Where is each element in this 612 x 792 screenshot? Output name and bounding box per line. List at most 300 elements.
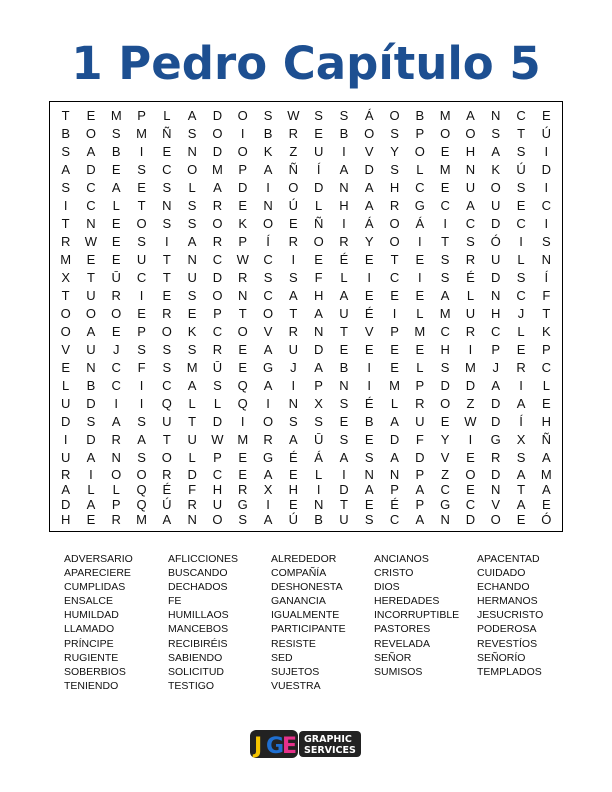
grid-cell: B (415, 107, 425, 123)
grid-cell: V (491, 496, 501, 512)
grid-cell: M (540, 466, 552, 482)
grid-cell: S (162, 215, 172, 231)
grid-cell: J (517, 306, 525, 322)
grid-cell: C (111, 360, 121, 376)
word-list-item: VUESTRA (271, 679, 321, 692)
grid-cell: M (186, 360, 198, 376)
jge-graphic-services-logo (249, 727, 363, 761)
grid-cell: É (364, 306, 374, 322)
word-list-item: SED (271, 651, 293, 664)
grid-cell: I (266, 179, 270, 195)
grid-cell: O (465, 466, 476, 482)
grid-cell: E (86, 251, 96, 267)
grid-cell: P (137, 107, 146, 123)
grid-cell: R (60, 466, 71, 482)
grid-cell: A (162, 511, 172, 527)
grid-cell: P (415, 466, 425, 482)
grid-cell: I (139, 288, 144, 304)
grid-cell: Í (266, 233, 270, 249)
grid-cell: U (465, 179, 476, 195)
grid-cell: I (468, 432, 473, 448)
grid-cell: E (86, 107, 96, 123)
grid-cell: I (89, 466, 93, 482)
grid-cell: A (187, 107, 197, 123)
grid-cell: Ú (162, 496, 172, 512)
grid-cell: C (465, 215, 476, 231)
grid-cell: S (440, 360, 450, 376)
grid-cell: D (440, 378, 450, 394)
grid-cell: A (440, 288, 450, 304)
grid-cell: M (389, 378, 400, 394)
grid-cell: S (187, 125, 197, 141)
grid-cell: V (61, 342, 70, 358)
grid-cell: K (187, 324, 197, 340)
grid-cell: Á (364, 107, 374, 123)
grid-cell: I (392, 306, 397, 322)
grid-cell: A (339, 450, 349, 466)
grid-cell: E (364, 432, 374, 448)
grid-cell: D (465, 378, 476, 394)
grid-cell: A (289, 432, 298, 448)
word-list-item: CUMPLIDAS (64, 581, 126, 594)
grid-cell: E (111, 215, 121, 231)
word-list-item: TESTIGO (168, 679, 215, 692)
grid-cell: L (188, 396, 196, 412)
logo-services-text: SERVICES (304, 745, 356, 756)
grid-cell: O (161, 450, 172, 466)
grid-cell: P (238, 161, 248, 177)
grid-cell: A (339, 161, 349, 177)
grid-cell: P (111, 496, 121, 512)
grid-cell: C (86, 197, 96, 213)
grid-cell: B (364, 414, 374, 430)
grid-cell: R (111, 288, 121, 304)
grid-cell: L (416, 306, 424, 322)
grid-cell: E (440, 414, 450, 430)
grid-cell: S (364, 450, 374, 466)
grid-cell: S (137, 414, 146, 430)
grid-cell: E (162, 288, 172, 304)
word-list-item (374, 679, 477, 693)
word-list-item: MANCEBOS (168, 623, 229, 636)
grid-cell: G (262, 360, 274, 376)
grid-cell: F (314, 269, 323, 285)
grid-cell: M (439, 107, 451, 123)
grid-cell: E (111, 324, 121, 340)
grid-cell: H (339, 197, 349, 213)
grid-cell: S (390, 161, 399, 177)
grid-cell: I (544, 179, 549, 195)
grid-cell: S (390, 125, 399, 141)
grid-cell: T (137, 197, 146, 213)
grid-cell: O (161, 324, 172, 340)
grid-cell: E (339, 342, 349, 358)
grid-cell: E (187, 306, 197, 322)
grid-cell: C (440, 324, 450, 340)
grid-cell: S (289, 269, 298, 285)
grid-cell: E (440, 143, 450, 159)
grid-cell: B (61, 125, 70, 141)
grid-cell: E (364, 288, 374, 304)
grid-cell: D (491, 414, 501, 430)
grid-cell: O (85, 125, 96, 141)
grid-cell: M (60, 251, 72, 267)
grid-cell: T (339, 496, 348, 512)
grid-cell: Ñ (162, 125, 172, 141)
word-list-item: RESISTE (271, 637, 316, 650)
grid-cell: E (314, 125, 323, 141)
grid-cell: P (415, 496, 425, 512)
grid-cell: D (313, 179, 324, 195)
grid-cell: U (86, 288, 96, 304)
grid-cell: O (364, 125, 375, 141)
grid-cell: N (389, 466, 400, 482)
grid-cell: Y (390, 143, 399, 159)
grid-cell: N (465, 161, 476, 177)
grid-cell: O (237, 107, 248, 123)
grid-cell: M (439, 161, 451, 177)
grid-cell: C (263, 288, 273, 304)
grid-cell: É (364, 396, 374, 412)
grid-cell: R (238, 481, 248, 497)
grid-cell: X (314, 396, 323, 412)
grid-cell: R (212, 197, 223, 213)
grid-cell: A (263, 511, 273, 527)
grid-cell: E (466, 481, 475, 497)
grid-cell: P (390, 481, 399, 497)
grid-cell: C (516, 107, 526, 123)
grid-cell: H (288, 481, 299, 497)
word-list-item: INCORRUPTIBLE (374, 609, 460, 622)
grid-cell: E (111, 233, 121, 249)
grid-cell: A (364, 197, 374, 213)
grid-cell: S (516, 269, 526, 285)
grid-cell: C (491, 324, 501, 340)
grid-cell: I (114, 396, 119, 412)
grid-cell: I (544, 215, 549, 231)
grid-cell: A (314, 360, 323, 376)
grid-cell: P (213, 450, 222, 466)
word-list-item: DESHONESTA (271, 581, 343, 594)
grid-cell: E (415, 342, 425, 358)
grid-cell: E (516, 511, 526, 527)
grid-cell: S (516, 450, 526, 466)
grid-cell: V (364, 143, 374, 159)
grid-cell: M (136, 511, 147, 527)
grid-cell: E (516, 342, 526, 358)
grid-cell: N (339, 179, 349, 195)
grid-cell: B (314, 511, 323, 527)
grid-cell: É (162, 481, 172, 497)
grid-cell: S (263, 269, 273, 285)
grid-cell: E (137, 306, 146, 322)
grid-cell: O (212, 511, 223, 527)
grid-cell: S (137, 161, 146, 177)
grid-cell: C (111, 378, 121, 394)
grid-cell: O (465, 125, 476, 141)
grid-cell: W (84, 233, 98, 249)
grid-cell: N (86, 360, 96, 376)
grid-cell: I (240, 125, 245, 141)
word-list-item: ANCIANOS (374, 553, 429, 565)
grid-cell: O (262, 215, 274, 231)
word-list-item: SOLICITUD (168, 665, 225, 678)
grid-cell: D (212, 269, 223, 285)
grid-cell: A (415, 481, 425, 497)
grid-cell: E (364, 251, 374, 267)
grid-cell: S (137, 233, 146, 249)
grid-cell: D (60, 414, 71, 430)
grid-cell: Í (544, 269, 549, 285)
grid-cell: I (342, 215, 346, 231)
grid-cell: E (542, 107, 551, 123)
word-list-item: FE (168, 595, 182, 608)
grid-cell: F (137, 360, 146, 376)
grid-cell: C (541, 197, 552, 213)
grid-cell: M (465, 360, 476, 376)
grid-cell: Ú (516, 161, 526, 177)
word-list-item: TEMPLADOS (477, 665, 542, 678)
grid-cell: S (61, 143, 70, 159)
grid-cell: I (468, 342, 473, 358)
grid-cell: U (465, 306, 476, 322)
grid-cell: D (415, 450, 425, 466)
grid-cell: U (86, 342, 96, 358)
grid-cell: S (289, 414, 298, 430)
grid-cell: U (339, 511, 349, 527)
grid-cell: O (111, 466, 122, 482)
grid-cell: I (367, 269, 372, 285)
grid-cell: S (314, 107, 323, 123)
grid-cell: O (237, 143, 248, 159)
grid-cell: I (418, 269, 422, 285)
grid-cell: Y (364, 233, 374, 249)
grid-cell: L (466, 288, 475, 304)
grid-cell: W (464, 414, 477, 430)
grid-cell: K (238, 215, 248, 231)
grid-cell: H (389, 179, 400, 195)
word-list-item: IGUALMENTE (271, 609, 340, 622)
grid-cell: X (61, 269, 70, 285)
grid-cell: X (263, 481, 273, 497)
grid-cell: U (288, 342, 299, 358)
grid-cell: É (339, 251, 349, 267)
grid-cell: C (516, 215, 526, 231)
grid-cell: R (516, 360, 526, 376)
grid-cell: O (313, 233, 324, 249)
grid-cell: H (541, 414, 552, 430)
grid-cell: S (314, 414, 323, 430)
grid-cell: P (213, 306, 222, 322)
grid-cell: O (414, 143, 425, 159)
grid-cell: C (389, 269, 400, 285)
word-list-item (477, 679, 567, 693)
grid-cell: U (187, 432, 197, 448)
word-list-item: HUMILLAOS (168, 609, 229, 622)
grid-cell: L (112, 197, 120, 213)
word-list-item: CUIDADO (477, 567, 526, 580)
word-list-item: RUGIENTE (64, 651, 119, 664)
word-list-item: ALREDEDOR (271, 553, 337, 565)
grid-cell: U (313, 143, 324, 159)
grid-cell: R (162, 466, 172, 482)
grid-cell: F (415, 432, 424, 448)
grid-cell: T (162, 269, 171, 285)
word-list-item: LLAMADO (64, 623, 115, 636)
grid-cell: T (517, 125, 526, 141)
word-list-item: SUMISOS (374, 665, 423, 678)
grid-cell: U (136, 251, 147, 267)
grid-cell: I (316, 481, 321, 497)
grid-cell: Ū (212, 360, 223, 376)
grid-cell: S (516, 143, 526, 159)
grid-cell: D (465, 511, 476, 527)
grid-cell: D (60, 496, 71, 512)
logo-letter-j: J (254, 734, 263, 759)
grid-cell: É (390, 496, 399, 512)
grid-cell: S (491, 125, 501, 141)
grid-cell: T (238, 306, 247, 322)
grid-cell: E (111, 251, 121, 267)
grid-cell: Á (415, 215, 425, 231)
grid-cell: N (339, 378, 349, 394)
grid-cell: A (187, 378, 197, 394)
grid-cell: A (289, 288, 298, 304)
grid-cell: S (440, 251, 450, 267)
grid-cell: T (86, 269, 95, 285)
grid-cell: A (466, 107, 475, 123)
grid-cell: Ú (541, 125, 552, 141)
grid-cell: C (389, 511, 400, 527)
grid-cell: S (263, 107, 273, 123)
grid-cell: U (491, 197, 501, 213)
grid-cell: N (162, 197, 172, 213)
grid-cell: M (110, 107, 122, 123)
grid-cell: T (162, 251, 171, 267)
grid-cell: Í (316, 161, 321, 177)
word-list-item: PARTICIPANTE (271, 623, 346, 636)
grid-cell: N (86, 215, 96, 231)
grid-cell: R (288, 233, 299, 249)
word-list-item: COMPAÑÍA (271, 567, 327, 580)
grid-cell: R (111, 511, 121, 527)
grid-cell: R (111, 432, 121, 448)
grid-cell: S (86, 414, 96, 430)
grid-cell: N (187, 511, 197, 527)
grid-cell: E (364, 342, 374, 358)
grid-cell: I (418, 233, 422, 249)
grid-cell: S (187, 288, 197, 304)
grid-cell: L (517, 324, 525, 340)
grid-cell: S (162, 342, 172, 358)
grid-cell: A (390, 414, 399, 430)
grid-cell: R (60, 233, 71, 249)
grid-cell: T (61, 288, 70, 304)
grid-cell: C (212, 324, 223, 340)
grid-cell: C (516, 288, 526, 304)
grid-cell: W (287, 107, 300, 123)
grid-cell: Ó (490, 233, 501, 249)
word-list-item: SEÑOR (374, 651, 412, 664)
grid-cell: S (187, 197, 197, 213)
grid-cell: E (466, 450, 475, 466)
grid-cell: I (519, 378, 523, 394)
grid-cell: X (516, 432, 526, 448)
grid-cell: Y (440, 432, 450, 448)
word-list-item: DIOS (374, 581, 400, 594)
grid-cell: Z (289, 143, 298, 159)
grid-cell: P (238, 233, 248, 249)
grid-cell: D (212, 107, 223, 123)
grid-cell: I (266, 496, 270, 512)
grid-cell: E (86, 511, 96, 527)
grid-cell: D (491, 269, 501, 285)
grid-cell: Q (237, 396, 248, 412)
word-list-item: PODEROSA (477, 623, 537, 636)
grid-cell: O (490, 179, 501, 195)
grid-cell: L (416, 360, 424, 376)
grid-cell: A (516, 396, 526, 412)
word-list-item: RECIBIRÉIS (168, 637, 228, 650)
grid-cell: N (288, 396, 299, 412)
grid-cell: O (60, 324, 71, 340)
grid-cell: A (339, 288, 349, 304)
grid-cell: G (440, 496, 451, 512)
grid-cell: N (313, 324, 324, 340)
grid-cell: N (491, 288, 501, 304)
grid-cell: D (187, 466, 197, 482)
grid-cell: N (111, 450, 121, 466)
grid-cell: L (62, 378, 70, 394)
grid-cell: E (364, 496, 374, 512)
grid-cell: I (367, 360, 372, 376)
grid-cell: A (390, 450, 399, 466)
grid-cell: A (263, 466, 273, 482)
grid-cell: C (440, 197, 450, 213)
grid-cell: S (162, 360, 172, 376)
grid-cell: Ñ (313, 215, 324, 231)
grid-cell: E (390, 342, 399, 358)
grid-cell: O (389, 233, 400, 249)
grid-cell: S (187, 215, 197, 231)
grid-cell: A (213, 179, 222, 195)
grid-cell: D (212, 143, 223, 159)
grid-cell: D (86, 432, 96, 448)
grid-cell: O (136, 466, 147, 482)
grid-cell: E (415, 288, 425, 304)
grid-cell: T (61, 107, 70, 123)
grid-cell: W (236, 251, 249, 267)
grid-cell: M (212, 161, 223, 177)
grid-cell: R (288, 324, 299, 340)
grid-cell: B (86, 378, 96, 394)
grid-cell: O (440, 125, 451, 141)
grid-cell: O (389, 215, 400, 231)
grid-cell: C (465, 496, 476, 512)
grid-cell: M (439, 306, 451, 322)
grid-cell: O (288, 179, 299, 195)
grid-cell: L (542, 378, 550, 394)
grid-cell: O (490, 511, 501, 527)
grid-cell: S (440, 269, 450, 285)
grid-cell: H (465, 143, 476, 159)
grid-cell: P (137, 324, 146, 340)
grid-cell: T (61, 215, 70, 231)
grid-cell: N (491, 481, 501, 497)
grid-cell: B (263, 125, 273, 141)
grid-cell: A (86, 450, 96, 466)
grid-cell: C (162, 378, 172, 394)
